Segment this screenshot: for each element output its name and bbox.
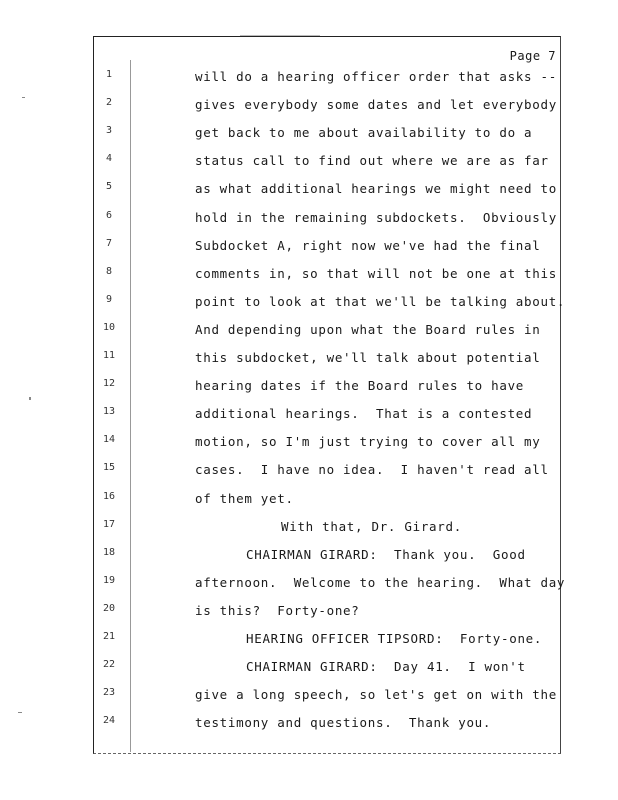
line-text: With that, Dr. Girard. (281, 518, 462, 534)
line-number: 21 (102, 631, 116, 642)
line-text: afternoon. Welcome to the hearing. What day (195, 574, 566, 590)
line-number: 9 (105, 293, 113, 305)
line-number: 19 (102, 574, 116, 586)
transcript-line (0, 375, 618, 397)
transcript-line (0, 207, 618, 229)
line-number: 15 (102, 462, 116, 474)
line-number: 6 (105, 209, 113, 221)
transcript-line (0, 150, 618, 172)
line-text: of them yet. (195, 490, 294, 506)
line-number: 8 (105, 265, 113, 277)
line-number: 14 (102, 434, 116, 446)
transcript-line (0, 319, 618, 341)
line-number: 20 (102, 602, 116, 614)
line-text: give a long speech, so let's get on with the (195, 687, 557, 703)
line-number: 23 (102, 687, 116, 699)
line-text: motion, so I'm just trying to cover all my (195, 434, 541, 450)
transcript-line (0, 628, 618, 650)
transcript-line (0, 459, 618, 481)
scan-speck (18, 712, 22, 713)
line-number: 13 (102, 406, 116, 418)
line-text: as what additional hearings we might need to (195, 181, 557, 197)
line-text: CHAIRMAN GIRARD: Day 41. I won't (246, 659, 526, 675)
scan-speck (22, 97, 25, 98)
transcript-line (0, 488, 618, 510)
line-text: comments in, so that will not be one at this (195, 265, 557, 281)
transcript-line (0, 544, 618, 566)
transcript-line (0, 178, 618, 200)
line-number: 18 (102, 546, 116, 558)
line-number: 5 (105, 181, 113, 193)
scan-speck (29, 397, 31, 400)
line-number: 3 (105, 125, 113, 137)
transcript-line (0, 572, 618, 594)
line-text: CHAIRMAN GIRARD: Thank you. Good (246, 546, 526, 562)
transcript-line (0, 431, 618, 453)
line-text: gives everybody some dates and let everybody (195, 97, 557, 113)
line-number: 11 (102, 350, 116, 361)
transcript-line (0, 66, 618, 88)
transcript-line (0, 347, 618, 369)
line-number: 2 (105, 97, 113, 109)
line-text: hold in the remaining subdockets. Obviously (195, 209, 557, 225)
line-text: additional hearings. That is a contested (195, 406, 533, 422)
line-number: 22 (102, 659, 116, 671)
line-text: point to look at that we'll be talking about. (195, 293, 566, 309)
line-text: hearing dates if the Board rules to have (195, 378, 525, 394)
transcript-line (0, 516, 618, 538)
transcript-line (0, 684, 618, 706)
line-number: 4 (105, 153, 113, 165)
line-text: testimony and questions. Thank you. (195, 715, 492, 731)
line-text: And depending upon what the Board rules in (195, 321, 541, 337)
transcript-line (0, 403, 618, 425)
line-text: this subdocket, we'll talk about potential (195, 350, 541, 365)
transcript-line (0, 122, 618, 144)
transcript-line (0, 291, 618, 313)
line-number: 16 (102, 490, 116, 502)
scan-speck (240, 35, 320, 36)
line-text: get back to me about availability to do a (195, 125, 533, 141)
transcript-line (0, 263, 618, 285)
line-text: cases. I have no idea. I haven't read all (195, 462, 549, 478)
page-number-label: Page 7 (509, 49, 556, 63)
line-number: 24 (102, 715, 116, 727)
transcript-line (0, 235, 618, 257)
line-text: will do a hearing officer order that asks -- (195, 69, 557, 84)
transcript-line (0, 600, 618, 622)
line-number: 10 (102, 321, 116, 333)
line-text: is this? Forty-one? (195, 602, 360, 618)
transcript-line (0, 656, 618, 678)
line-number: 1 (105, 69, 113, 80)
line-number: 7 (105, 237, 113, 249)
line-number: 17 (102, 518, 116, 530)
transcript-line (0, 712, 618, 734)
line-text: status call to find out where we are as far (195, 153, 549, 169)
line-number: 12 (102, 378, 116, 390)
line-text: HEARING OFFICER TIPSORD: Forty-one. (246, 631, 543, 646)
line-text: Subdocket A, right now we've had the final (195, 237, 541, 253)
transcript-line (0, 94, 618, 116)
